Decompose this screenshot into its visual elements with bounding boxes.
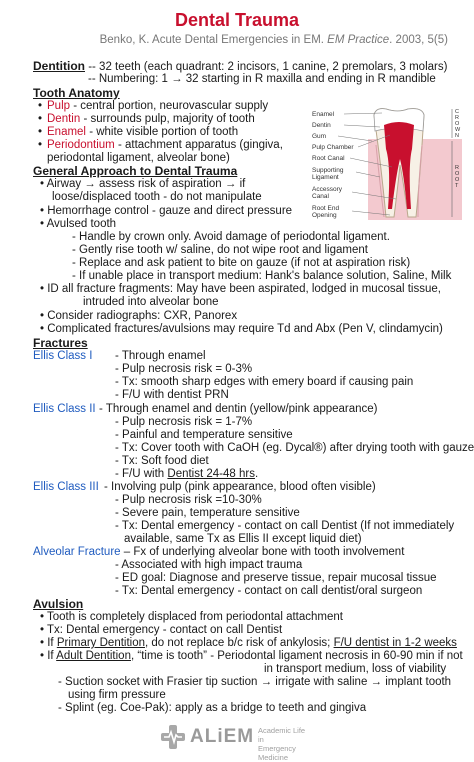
tooth-diagram [312,105,462,220]
general-line: • ID all fracture fragments: May have been aspirated, lodged in mucosal tissue, [40,283,441,295]
avulsion-adult-continuation: in transport medium, loss of viability [264,663,447,675]
general-line: • Hemorrhage control - gauze and direct pressure [40,205,293,217]
aliem-cross-icon [160,724,186,750]
avulsion-suction-line: - Suction socket with Frasier tip suction → irrigate with saline → implant tooth [58,676,452,688]
general-line: - If unable place in transport medium: Hank's balance solution, Saline, Milk [72,270,452,282]
avulsion-line: • Tooth is completely displaced from periodontal attachment [40,611,343,623]
avulsion-heading: Avulsion [33,597,84,611]
general-line: • Avulsed tooth [40,218,117,230]
general-line: - Replace and ask patient to bite on gauze (if not at aspiration risk) [72,257,411,269]
anatomy-item-enamel: • Enamel - white visible portion of tooth [47,126,238,139]
avulsion-primary-line: • If Primary Dentition, do not replace b/c risk of ankylosis; F/U dentist in 1-2 weeks [40,637,457,649]
ellis3-line: available, same Tx as Ellis II except liquid diet) [124,533,362,545]
ellis3-line: - Involving pulp (pink appearance, blood often visible) [104,481,376,493]
ellis2-line: - Pulp necrosis risk = 1-7% [115,416,253,428]
diagram-label-accessory: Accessory [312,186,342,193]
ellis2-line: - Tx: Cover tooth with CaOH (eg. Dycal®) after drying tooth with gauze [115,442,474,454]
tooth-anatomy-heading: Tooth Anatomy [33,86,120,100]
dentition-line2: -- Numbering: 1 → 32 starting in R maxilla and ending in R mandible [88,73,436,85]
diagram-label-opening: Opening [312,212,337,219]
avulsion-adult-line: • If Adult Dentition, “time is tooth” - Periodontal ligament necrosis in 60-90 min if not [40,650,463,662]
diagram-label-ligament: Ligament [312,174,339,181]
diagram-label-pulp-chamber: Pulp Chamber [312,144,354,151]
citation: Benko, K. Acute Dental Emergencies in EM. EM Practice. 2003, 5(5) [99,34,448,46]
general-line: • Consider radiographs: CXR, Panorex [40,310,238,322]
ellis3-line: - Severe pain, temperature sensitive [115,507,300,519]
logo-wordmark: ALiEM [190,726,255,747]
diagram-label-dentin: Dentin [312,122,331,129]
ellis1-line: - F/U with dentist PRN [115,389,229,401]
diagram-label-canal: Canal [312,193,329,200]
general-heading: General Approach to Dental Trauma [33,164,238,178]
dentition-line1: Dentition -- 32 teeth (each quadrant: 2 incisors, 1 canine, 2 premolars, 3 molars) [33,59,448,73]
general-line: • Airway → assess risk of aspiration → if [40,178,246,190]
ellis2-line: - Tx: Soft food diet [115,455,209,467]
ellis3-line: - Tx: Dental emergency - contact on call Dentist (If not immediately [115,520,455,532]
diagram-root-label: ROOT [455,165,460,189]
anatomy-item-periodontium: • Periodontium - attachment apparatus (gingiva, [47,139,283,152]
logo-tagline: Academic Life in Emergency Medicine [258,726,306,762]
aliem-logo [160,722,310,762]
avulsion-suction-continuation: using firm pressure [68,689,166,701]
anatomy-continuation: periodontal ligament, alveolar bone) [47,152,230,164]
ellis3-line: - Pulp necrosis risk =10-30% [115,494,262,506]
fractures-heading: Fractures [33,336,88,350]
diagram-crown-label: CROWN [455,109,461,139]
ellis-class-3-label: Ellis Class III [33,481,99,493]
tooth-illustration [312,105,462,220]
avulsion-splint-line: - Splint (eg. Coe-Pak): apply as a bridge to teeth and gingiva [58,702,367,714]
general-line: • Complicated fractures/avulsions may require Td and Abx (Pen V, clindamycin) [40,323,443,335]
ellis2-line: - Through enamel and dentin (yellow/pink appearance) [99,403,378,415]
ellis1-line: - Pulp necrosis risk = 0-3% [115,363,253,375]
alveolar-line: - Tx: Dental emergency - contact on call dentist/oral surgeon [115,585,423,597]
ellis-class-2-label: Ellis Class II [33,403,96,415]
anatomy-item-dentin: • Dentin - surrounds pulp, majority of tooth [47,113,255,126]
general-line: - Handle by crown only. Avoid damage of periodontal ligament. [72,231,390,243]
avulsion-line: • Tx: Dental emergency - contact on call Dentist [40,624,283,636]
alveolar-line: - ED goal: Diagnose and preserve tissue, repair mucosal tissue [115,572,437,584]
ellis2-line: - Painful and temperature sensitive [115,429,293,441]
ellis1-line: - Through enamel [115,350,206,362]
diagram-label-root-canal: Root Canal [312,155,345,162]
diagram-label-enamel: Enamel [312,111,335,118]
page-title: Dental Trauma [174,10,300,30]
ellis2-followup: - F/U with Dentist 24-48 hrs. [115,468,259,480]
diagram-label-supporting: Supporting [312,167,344,174]
general-line: loose/displaced tooth - do not manipulate [52,191,262,203]
general-line: intruded into alveolar bone [83,296,219,308]
alveolar-fracture-line: Alveolar Fracture – Fx of underlying alveolar bone with tooth involvement [33,546,405,558]
anatomy-item-pulp: • Pulp - central portion, neurovascular supply [47,100,268,113]
ellis-class-1-label: Ellis Class I [33,350,93,362]
alveolar-line: - Associated with high impact trauma [115,559,303,571]
diagram-label-gum: Gum [312,133,327,140]
ellis1-line: - Tx: smooth sharp edges with emery board if causing pain [115,376,414,388]
diagram-label-root-end: Root End [312,205,340,212]
general-line: - Gently rise tooth w/ saline, do not wipe root and ligament [72,244,368,256]
